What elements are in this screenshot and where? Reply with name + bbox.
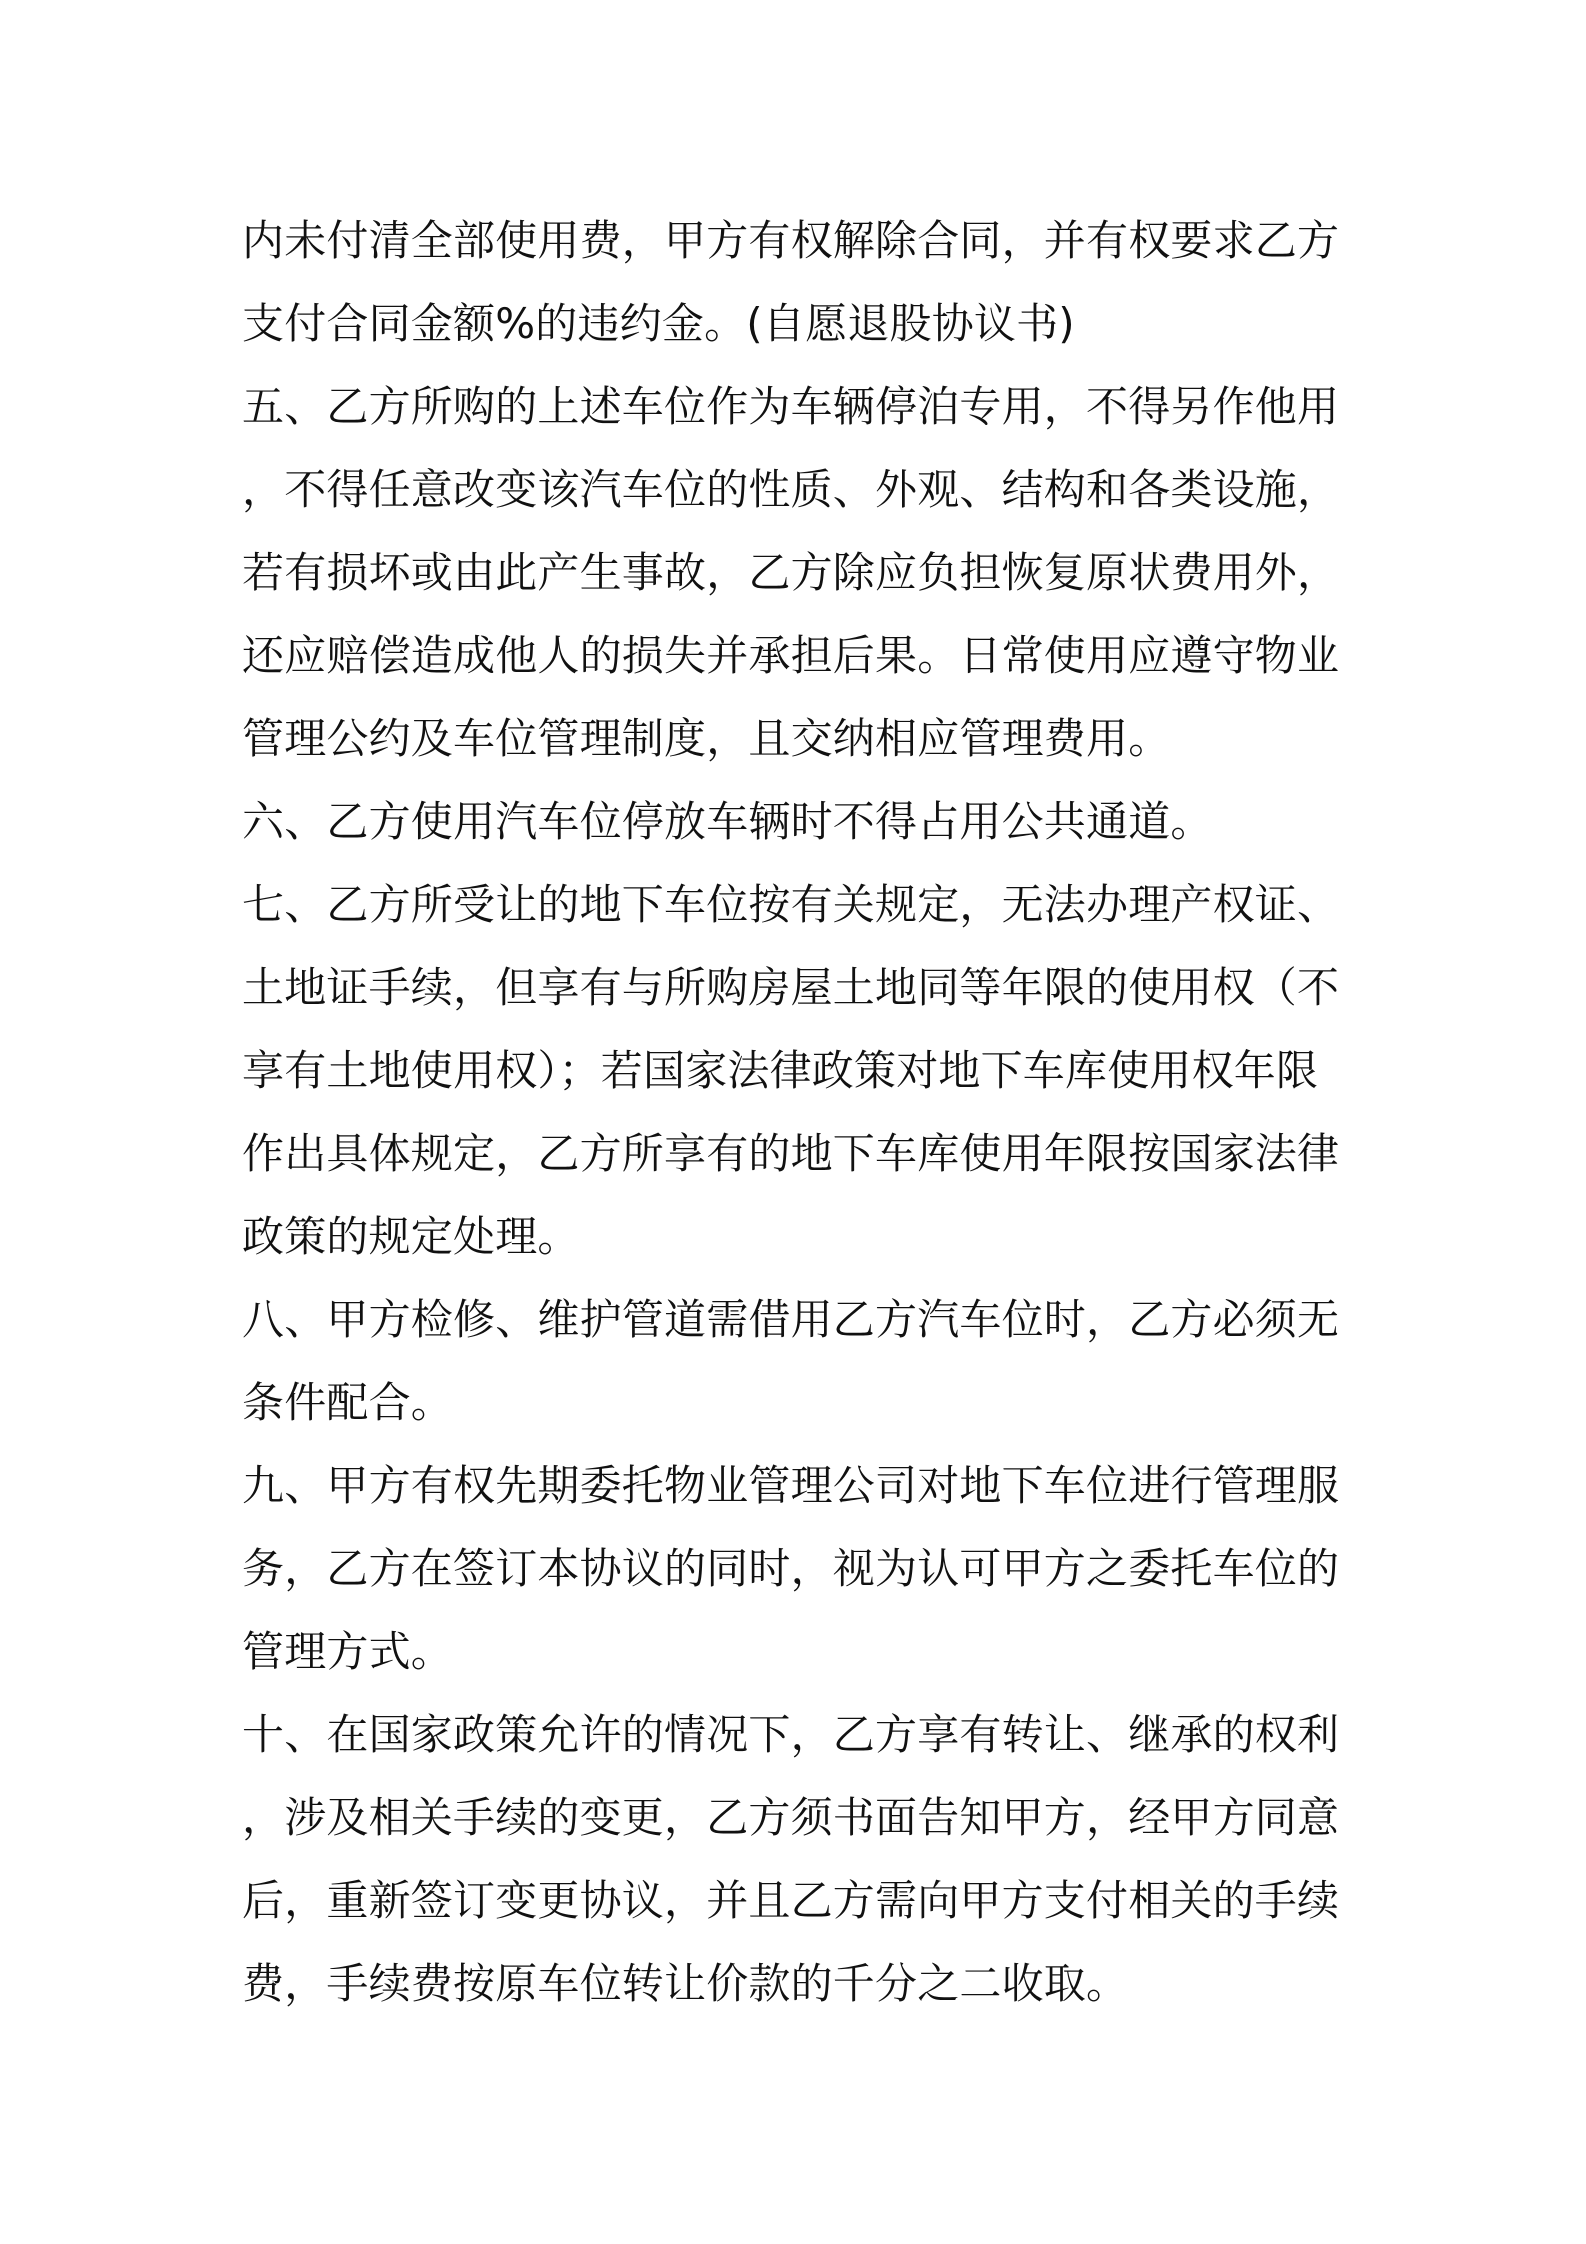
text-line: 享有土地使用权）；若国家法律政策对地下车库使用权年限 (242, 1046, 1319, 1095)
document-body (242, 199, 1362, 2025)
clause-5-line: 五、乙方所购的上述车位作为车辆停泊专用，不得另作他用 (242, 382, 1340, 431)
text-line: 管理公约及车位管理制度，且交纳相应管理费用。 (242, 714, 1171, 763)
text-line: 管理方式。 (242, 1627, 454, 1676)
text-line: 土地证手续，但享有与所购房屋土地同等年限的使用权（不 (242, 963, 1340, 1012)
text-line: 若有损坏或由此产生事故，乙方除应负担恢复原状费用外， (242, 548, 1340, 597)
text-line: 还应赔偿造成他人的损失并承担后果。日常使用应遵守物业 (242, 631, 1340, 680)
clause-9-line: 九、甲方有权先期委托物业管理公司对地下车位进行管理服 (242, 1461, 1340, 1510)
clause-10-line: 十、在国家政策允许的情况下，乙方享有转让、继承的权利 (242, 1710, 1340, 1759)
text-line: 内未付清全部使用费，甲方有权解除合同，并有权要求乙方 (242, 216, 1340, 265)
clause-7-line: 七、乙方所受让的地下车位按有关规定，无法办理产权证、 (242, 880, 1340, 929)
text-line: 后，重新签订变更协议，并且乙方需向甲方支付相关的手续 (242, 1876, 1340, 1925)
text-line: 条件配合。 (242, 1378, 454, 1427)
text-line: ，不得任意改变该汽车位的性质、外观、结构和各类设施， (242, 465, 1340, 514)
clause-6-line: 六、乙方使用汽车位停放车辆时不得占用公共通道。 (242, 797, 1213, 846)
text-line: 支付合同金额%的违约金。(自愿退股协议书) (242, 299, 1075, 348)
text-line: 务，乙方在签订本协议的同时，视为认可甲方之委托车位的 (242, 1544, 1340, 1593)
text-line: 作出具体规定，乙方所享有的地下车库使用年限按国家法律 (242, 1129, 1340, 1178)
clause-8-line: 八、甲方检修、维护管道需借用乙方汽车位时，乙方必须无 (242, 1295, 1340, 1344)
text-line: 政策的规定处理。 (242, 1212, 580, 1261)
text-line: 费，手续费按原车位转让价款的千分之二收取。 (242, 1959, 1129, 2008)
text-line: ，涉及相关手续的变更，乙方须书面告知甲方，经甲方同意 (242, 1793, 1340, 1842)
